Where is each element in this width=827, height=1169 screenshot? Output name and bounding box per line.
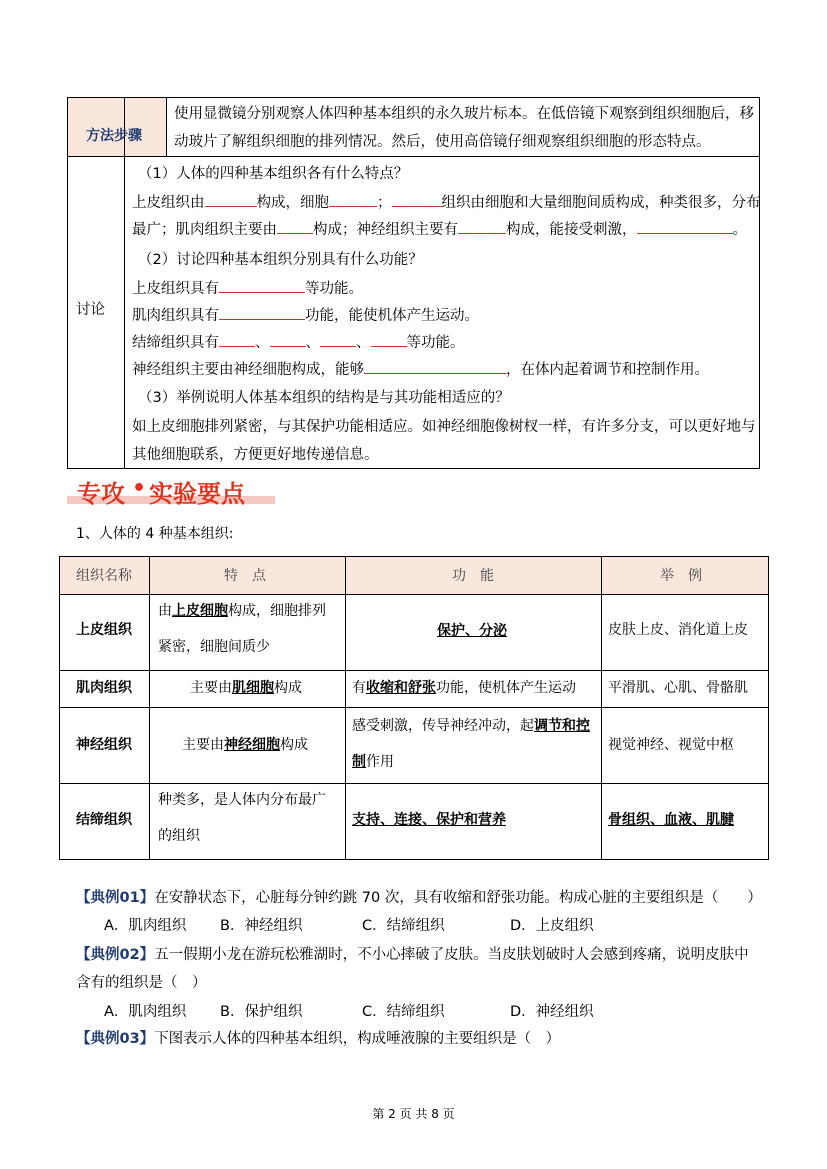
intro-text: 1、人体的 4 种基本组织:: [76, 526, 234, 542]
discuss-label: 讨论: [76, 302, 105, 318]
row4-feature-2: 的组织: [158, 828, 200, 844]
method-line-1: 使用显微镜分别观察人体四种基本组织的永久玻片标本。在低倍镜下观察到组织细胞后，移: [174, 106, 754, 122]
banner-dot: •: [132, 476, 147, 501]
row2-function: 有收缩和舒张功能，使机体产生运动: [352, 680, 576, 696]
question-3: （3）举例说明人体基本组织的结构是与其功能相适应的？: [138, 390, 510, 406]
example-line-1: 如上皮细胞排列紧密，与其保护功能相适应。如神经细胞像树杈一样，有许多分支，可以更好地与: [132, 419, 756, 435]
question-1: （1）人体的四种基本组织各有什么特点？: [138, 166, 409, 182]
answer-line-1: 上皮组织由 构成，细胞 ； 组织由细胞和大量细胞间质构成，种类很多，分布: [132, 191, 761, 212]
example-2: 【典例02】五一假期小龙在游玩松雅湖时，不小心摔破了皮肤。当皮肤划破时人会感到疼痛，说明皮肤中: [76, 947, 749, 963]
ex2-option-a[interactable]: A．肌肉组织: [104, 1004, 187, 1020]
row2-name: 肌肉组织: [76, 680, 132, 696]
ex1-option-b[interactable]: B．神经组织: [220, 918, 303, 934]
section-banner: [67, 474, 277, 506]
header-function: 功 能: [452, 568, 494, 584]
row4-feature-1: 种类多，是人体内分布最广: [158, 792, 326, 808]
function-line-1: 上皮组织具有 等功能。: [132, 277, 363, 298]
answer-line-2: 最广；肌肉组织主要由 构成；神经组织主要有 构成，能接受刺激， 。: [132, 218, 747, 239]
header-example: 举 例: [660, 568, 702, 584]
example-line-2: 其他细胞联系，方便更好地传递信息。: [132, 447, 379, 463]
row1-feature: 由上皮细胞构成，细胞排列: [158, 603, 326, 619]
tissue-table: [59, 556, 769, 860]
ex2-option-d[interactable]: D．神经组织: [510, 1004, 594, 1020]
experiment-table: [67, 97, 760, 469]
row4-example: 骨组织、血液、肌腱: [608, 812, 734, 828]
function-line-4: 神经组织主要由神经细胞构成，能够 ，在体内起着调节和控制作用。: [132, 358, 709, 379]
row3-feature: 主要由神经细胞构成: [182, 737, 308, 753]
ex1-option-a[interactable]: A．肌肉组织: [104, 918, 187, 934]
row3-function: 感受刺激，传导神经冲动，起调节和控: [352, 718, 590, 734]
ex2-option-b[interactable]: B．保护组织: [220, 1004, 303, 1020]
banner-part2: 实验要点: [149, 480, 245, 508]
row4-function: 支持、连接、保护和营养: [352, 812, 506, 828]
banner-part1: 专攻: [77, 480, 125, 508]
row1-feature-2: 紧密，细胞间质少: [158, 639, 270, 655]
method-label: 方法步骤: [86, 128, 142, 144]
row3-example: 视觉神经、视觉中枢: [608, 737, 734, 753]
function-line-2: 肌肉组织具有 功能，能使机体产生运动。: [132, 304, 479, 325]
method-line-2: 动玻片了解组织细胞的排列情况。然后，使用高倍镜仔细观察组织细胞的形态特点。: [174, 134, 711, 150]
example-3: 【典例03】下图表示人体的四种基本组织，构成唾液腺的主要组织是（ ）: [76, 1031, 561, 1047]
example-2-line-2: 含有的组织是（ ）: [76, 975, 207, 991]
page-footer: 第 2 页 共 8 页: [372, 1107, 455, 1121]
row3-name: 神经组织: [76, 737, 132, 753]
row2-feature: 主要由肌细胞构成: [190, 680, 302, 696]
ex1-option-c[interactable]: C．结缔组织: [362, 918, 445, 934]
question-2: （2）讨论四种基本组织分别具有什么功能？: [138, 252, 423, 268]
ex1-option-d[interactable]: D．上皮组织: [510, 918, 594, 934]
function-line-3: 结缔组织具有 、 、 、 等功能。: [132, 331, 465, 352]
row1-example: 皮肤上皮、消化道上皮: [608, 622, 748, 638]
ex2-option-c[interactable]: C．结缔组织: [362, 1004, 445, 1020]
header-name: 组织名称: [76, 568, 132, 584]
example-1: 【典例01】在安静状态下，心脏每分钟约跳 70 次，具有收缩和舒张功能。构成心脏的主要组织是（ ）: [76, 890, 762, 906]
row1-function: 保护、分泌: [437, 623, 507, 639]
header-feature: 特 点: [224, 568, 266, 584]
row2-example: 平滑肌、心肌、骨骼肌: [608, 680, 748, 696]
row3-function-2: 制作用: [352, 754, 394, 770]
row4-name: 结缔组织: [76, 812, 132, 828]
row1-name: 上皮组织: [76, 622, 132, 638]
